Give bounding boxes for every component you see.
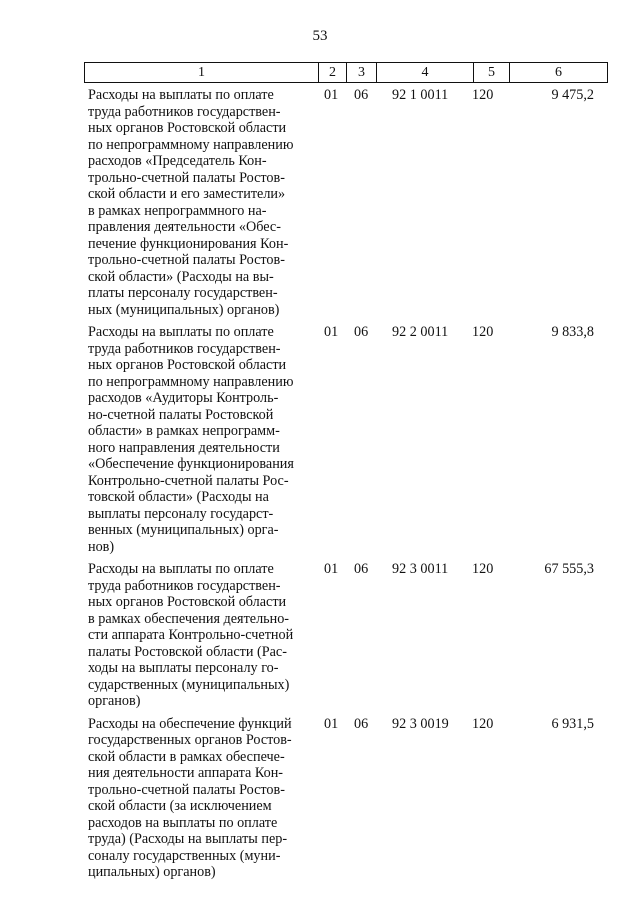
column-header-row (85, 63, 608, 83)
table-row (88, 87, 608, 318)
row-section-code: 01 (324, 561, 339, 577)
column-header-5: 5 (474, 63, 510, 83)
column-header-6: 6 (510, 63, 608, 83)
row-target-code: 92 1 0011 (392, 87, 449, 103)
column-header-1: 1 (85, 63, 319, 83)
row-expense-type-code: 120 (472, 324, 494, 340)
row-section-code: 01 (324, 715, 339, 732)
row-amount: 9 475,2 (551, 87, 594, 103)
row-subsection-code: 06 (354, 561, 369, 577)
row-section-code: 01 (324, 87, 339, 103)
table-body (88, 87, 608, 887)
page-number: 53 (312, 28, 328, 44)
row-target-code: 92 2 0011 (392, 324, 449, 340)
column-header-table (84, 62, 608, 83)
row-amount: 9 833,8 (551, 324, 594, 340)
column-header-3: 3 (347, 63, 377, 83)
row-description: Расходы на обеспечение функций государственных органов Ростов- ской области в рамках обеспече- ния деятельности аппарата Кон- трольно-счетной палаты Ростов- ской области (за исключением расходов на выплаты по оплате труда) (Расходы на выплаты пер- соналу государственных (муни- ципальных) органов) (88, 715, 292, 880)
row-subsection-code: 06 (354, 87, 369, 103)
row-subsection-code: 06 (354, 715, 369, 732)
table-row (88, 561, 608, 710)
column-header-2: 2 (319, 63, 347, 83)
row-target-code: 92 3 0011 (392, 561, 449, 577)
row-amount: 6 931,5 (551, 715, 594, 732)
row-description: Расходы на выплаты по оплате труда работников государствен- ных органов Ростовской области по непрограммному направлению расходов «Аудиторы Контроль- но-счетной палаты Ростовской области» в рамках непрограмм- ного направления деятельности «Обеспечение функционирования Контрольно-счетной палаты Рос- товской области» (Расходы на выплаты персоналу государст- венных (муниципальных) орга- нов) (88, 324, 294, 555)
row-expense-type-code: 120 (472, 87, 494, 103)
column-header-4: 4 (377, 63, 474, 83)
row-amount: 67 555,3 (544, 561, 594, 577)
table-row (88, 324, 608, 555)
row-description: Расходы на выплаты по оплате труда работников государствен- ных органов Ростовской области по непрограммному направлению расходов «Председатель Кон- трольно-счетной палаты Ростов- ской области и его заместители» в рамках непрограммного на- правления деятельности «Обес- печение функционирования Кон- трольно-счетной палаты Ростов- ской области» (Расходы на вы- платы персоналу государствен- ных (муниципальных) органов) (88, 87, 294, 318)
row-subsection-code: 06 (354, 324, 369, 340)
row-target-code: 92 3 0019 (392, 715, 449, 732)
row-description: Расходы на выплаты по оплате труда работников государствен- ных органов Ростовской области в рамках обеспечения деятельно- сти аппарата Контрольно-счетной палаты Ростовской области (Рас- ходы на выплаты персоналу го- сударственных (муниципальных) органов) (88, 561, 294, 709)
row-expense-type-code: 120 (472, 715, 494, 732)
row-expense-type-code: 120 (472, 561, 494, 577)
row-section-code: 01 (324, 324, 339, 340)
table-row (88, 716, 608, 881)
